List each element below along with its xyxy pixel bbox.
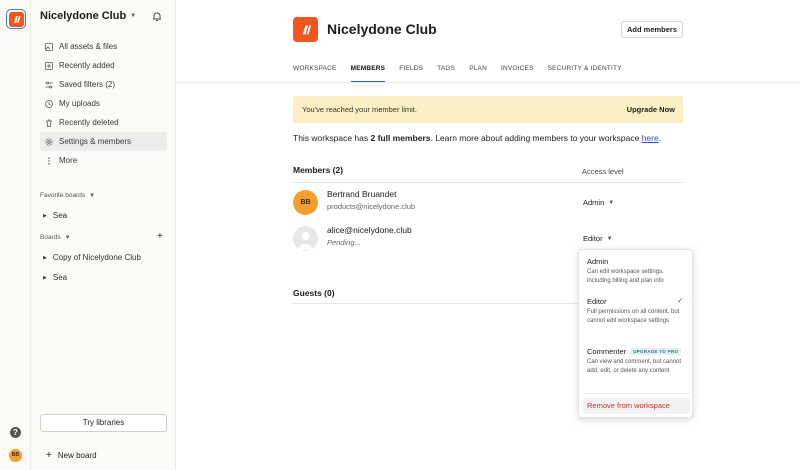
remove-from-workspace-button[interactable]: Remove from workspace bbox=[583, 398, 690, 414]
workspace-name: Nicelydone Club bbox=[40, 10, 127, 22]
tab-invoices[interactable]: INVOICES bbox=[500, 65, 534, 72]
favorite-boards-header[interactable] bbox=[40, 192, 95, 199]
add-members-button[interactable]: Add members bbox=[621, 21, 683, 38]
try-libraries-button[interactable]: Try libraries bbox=[40, 414, 167, 432]
avatar-placeholder-icon bbox=[293, 226, 318, 251]
expand-arrow-icon[interactable]: ▶ bbox=[43, 254, 47, 261]
access-level-dropdown[interactable] bbox=[583, 198, 614, 207]
divider bbox=[176, 82, 800, 83]
new-board-button[interactable] bbox=[46, 450, 97, 461]
sidebar-item-label: Settings & members bbox=[59, 137, 132, 146]
app-rail bbox=[0, 0, 31, 470]
role-description: Can edit workspace settings, including billing and plan info bbox=[587, 269, 664, 284]
upgrade-badge: UPGRADE TO PRO bbox=[630, 348, 681, 355]
role-option-editor[interactable] bbox=[587, 297, 687, 326]
learn-more-link[interactable]: here bbox=[641, 133, 659, 143]
role-option-commenter[interactable] bbox=[587, 347, 687, 376]
access-level-value: Admin bbox=[583, 198, 605, 207]
workspace-logo bbox=[293, 17, 318, 42]
add-board-icon[interactable]: + bbox=[157, 231, 163, 242]
tab-members[interactable]: MEMBERS bbox=[351, 65, 386, 83]
section-label: Favorite boards bbox=[40, 192, 86, 199]
plus-icon: + bbox=[46, 450, 52, 461]
gear-icon bbox=[45, 138, 53, 146]
member-status: Pending... bbox=[327, 238, 361, 247]
sidebar bbox=[31, 0, 176, 470]
main-content bbox=[176, 0, 800, 470]
sidebar-item-more[interactable] bbox=[40, 151, 167, 170]
notification-bell-icon[interactable] bbox=[152, 11, 162, 22]
role-description: Can view and comment, but cannot add, edit, or delete any content bbox=[587, 359, 682, 374]
divider bbox=[583, 393, 690, 394]
chevron-down-icon: ▼ bbox=[89, 192, 96, 199]
role-title: Editor bbox=[587, 297, 607, 306]
board-label: Sea bbox=[52, 273, 68, 282]
sidebar-item-recently-added[interactable] bbox=[40, 56, 167, 75]
sidebar-item-my-uploads[interactable] bbox=[40, 94, 167, 113]
members-heading: Members (2) bbox=[293, 165, 344, 175]
access-level-heading: Access level bbox=[582, 167, 624, 176]
sidebar-item-label: Saved filters (2) bbox=[59, 80, 116, 89]
board-label: Sea bbox=[52, 211, 68, 220]
sidebar-item-label: More bbox=[59, 156, 78, 165]
sidebar-item-settings-members[interactable] bbox=[40, 132, 167, 151]
access-level-value: Editor bbox=[583, 234, 603, 243]
chevron-down-icon: ▼ bbox=[608, 199, 615, 206]
role-title: Admin bbox=[587, 257, 609, 266]
tab-plan[interactable]: PLAN bbox=[469, 65, 487, 72]
banner-text: You've reached your member limit. bbox=[302, 105, 417, 114]
sidebar-item-saved-filters[interactable] bbox=[40, 75, 167, 94]
workspace-switcher[interactable] bbox=[40, 10, 136, 22]
tab-workspace[interactable]: WORKSPACE bbox=[293, 65, 337, 72]
expand-arrow-icon[interactable]: ▶ bbox=[43, 274, 47, 281]
new-board-label: New board bbox=[57, 451, 97, 460]
sidebar-item-label: All assets & files bbox=[59, 42, 118, 51]
sidebar-item-label: Recently added bbox=[59, 61, 115, 70]
sidebar-nav bbox=[40, 37, 167, 170]
tab-tags[interactable]: TAGS bbox=[437, 65, 456, 72]
filter-icon bbox=[45, 81, 53, 89]
role-option-admin[interactable] bbox=[587, 257, 687, 286]
chevron-down-icon: ▼ bbox=[130, 13, 137, 19]
member-info-text bbox=[293, 133, 661, 143]
board-item[interactable] bbox=[43, 253, 141, 262]
sidebar-item-label: My uploads bbox=[59, 99, 100, 108]
more-icon bbox=[45, 157, 53, 165]
board-label: Copy of Nicelydone Club bbox=[52, 253, 141, 262]
brand-logo-icon bbox=[9, 12, 24, 27]
user-avatar[interactable]: BB bbox=[9, 449, 22, 462]
app-logo[interactable] bbox=[6, 9, 26, 29]
sidebar-item-all-assets[interactable] bbox=[40, 37, 167, 56]
page-title: Nicelydone Club bbox=[327, 21, 437, 37]
chevron-down-icon: ▼ bbox=[606, 235, 613, 242]
expand-arrow-icon[interactable]: ▶ bbox=[43, 212, 47, 219]
member-name: alice@nicelydone.club bbox=[327, 225, 412, 235]
help-icon[interactable]: ? bbox=[10, 427, 21, 438]
member-name: Bertrand Bruandet bbox=[327, 189, 397, 199]
chevron-down-icon: ▼ bbox=[64, 234, 71, 241]
access-level-dropdown[interactable] bbox=[583, 234, 613, 243]
settings-tabs bbox=[293, 65, 636, 83]
trash-icon bbox=[45, 119, 53, 127]
boards-header[interactable] bbox=[40, 234, 71, 241]
divider bbox=[293, 182, 683, 183]
assets-icon bbox=[45, 43, 53, 51]
role-description: Full permissions on all content, but cannot edit workspace settings bbox=[587, 309, 680, 324]
member-email: products@nicelydone.club bbox=[327, 202, 416, 211]
favorite-board-item[interactable] bbox=[43, 211, 67, 220]
avatar: BB bbox=[293, 190, 318, 215]
member-row bbox=[293, 188, 683, 218]
upgrade-now-button[interactable]: Upgrade Now bbox=[626, 105, 675, 114]
clock-icon bbox=[45, 100, 53, 108]
member-count: 2 full members bbox=[370, 133, 431, 143]
section-label: Boards bbox=[40, 234, 61, 241]
divider bbox=[293, 303, 593, 304]
member-limit-banner bbox=[293, 96, 683, 123]
info-middle: . Learn more about adding members to your workspace bbox=[430, 133, 642, 143]
checkmark-icon: ✓ bbox=[677, 296, 684, 305]
sidebar-item-recently-deleted[interactable] bbox=[40, 113, 167, 132]
info-prefix: This workspace has bbox=[293, 133, 371, 143]
brand-logo-icon bbox=[299, 23, 313, 37]
tab-security-identity[interactable]: SECURITY & IDENTITY bbox=[547, 65, 622, 72]
guests-heading: Guests (0) bbox=[293, 288, 335, 298]
plus-square-icon bbox=[45, 62, 53, 70]
access-level-menu bbox=[578, 249, 693, 418]
role-title: Commenter bbox=[587, 347, 627, 356]
board-item[interactable] bbox=[43, 273, 67, 282]
sidebar-item-label: Recently deleted bbox=[59, 118, 119, 127]
info-suffix: . bbox=[658, 133, 662, 143]
tab-fields[interactable]: FIELDS bbox=[399, 65, 424, 72]
